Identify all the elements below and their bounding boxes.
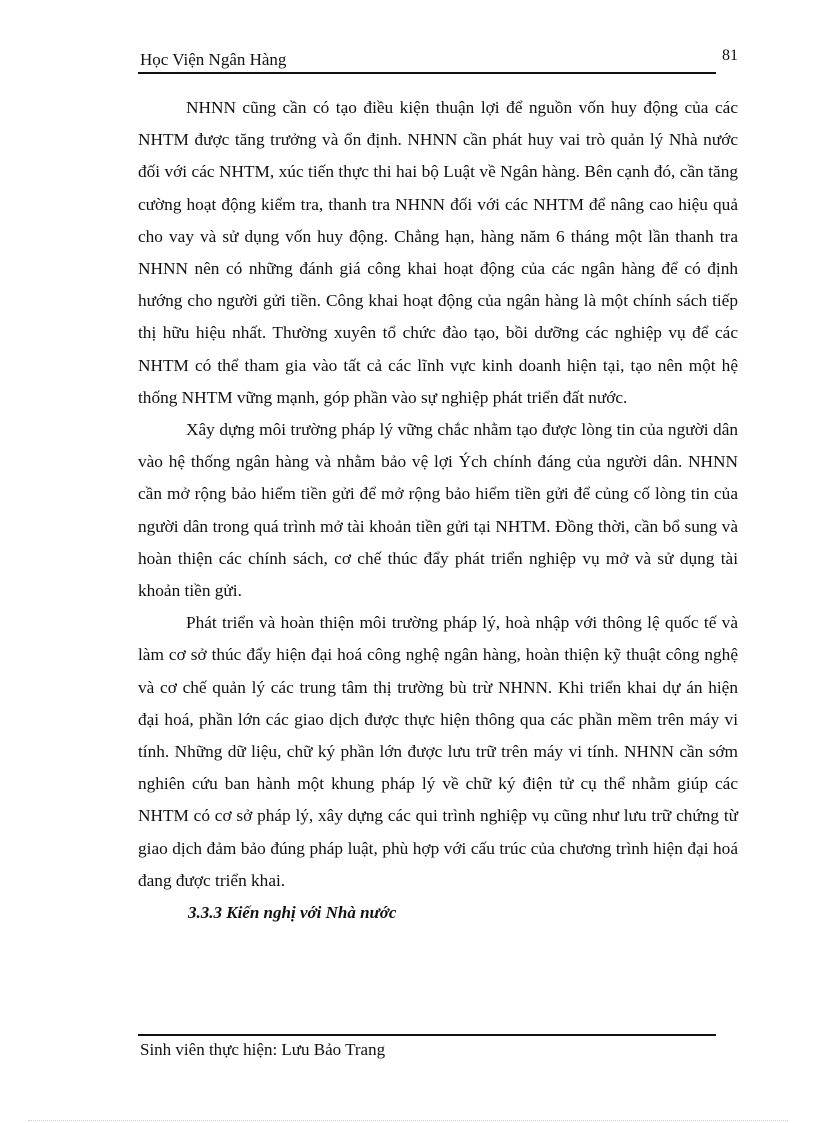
body-paragraph: Xây dựng môi trường pháp lý vững chắc nhằm tạo được lòng tin của người dân vào hệ thống ngân hàng và nhằm bảo vệ lợi Ých chính đáng của người dân. NHNN cần mở rộng bảo hiểm tiền gửi để mở rộng bảo hiểm tiền gửi để củng cố lòng tin của người dân trong quá trình mở tài khoản tiền gửi tại NHTM. Đồng thời, cần bổ sung và hoàn thiện các chính sách, cơ chế thúc đẩy phát triển nghiệp vụ mở và sử dụng tài khoản tiền gửi. xyxy=(138,420,738,601)
document-body xyxy=(138,92,738,929)
page-bottom-border xyxy=(28,1120,788,1121)
page-number: 81 xyxy=(722,47,738,64)
footer-student: Sinh viên thực hiện: Lưu Bảo Trang xyxy=(140,1040,386,1059)
header-school-name: Học Viện Ngân Hàng xyxy=(140,50,287,69)
footer-divider xyxy=(138,1034,716,1036)
body-paragraph: NHNN cũng cần có tạo điều kiện thuận lợi để nguồn vốn huy động của các NHTM được tăng trưởng và ổn định. NHNN cần phát huy vai trò quản lý Nhà nước đối với các NHTM, xúc tiến thực thi hai bộ Luật về Ngân hàng. Bên cạnh đó, cần tăng cường hoạt động kiểm tra, thanh tra NHNN đối với các NHTM để nâng cao hiệu quả cho vay và sử dụng vốn huy động. Chẳng hạn, hàng năm 6 tháng một lần thanh tra NHNN nên có những đánh giá công khai hoạt động của các ngân hàng để có định hướng cho người gửi tiền. Công khai hoạt động của ngân hàng là một chính sách tiếp thị hữu hiệu nhất. Thường xuyên tổ chức đào tạo, bồi dưỡng các nghiệp vụ để các NHTM có thể tham gia vào tất cả các lĩnh vực kinh doanh hiện tại, tạo nên một hệ thống NHTM vững mạnh, góp phần vào sự nghiệp phát triển đất nước. xyxy=(138,98,738,407)
page-header xyxy=(138,47,738,74)
section-heading: 3.3.3 Kiến nghị với Nhà nước xyxy=(188,903,397,923)
body-paragraph: Phát triển và hoàn thiện môi trường pháp lý, hoà nhập với thông lệ quốc tế và làm cơ sở thúc đẩy hiện đại hoá công nghệ ngân hàng, hoàn thiện kỹ thuật công nghệ và cơ chế quản lý các trung tâm thị trường bù trừ NHNN. Khi triển khai dự án hiện đại hoá, phần lớn các giao dịch được thực hiện thông qua các phần mềm trên máy vi tính. Những dữ liệu, chữ ký phần lớn được lưu trữ trên máy vi tính. NHNN cần sớm nghiên cứu ban hành một khung pháp lý về chữ ký điện tử cụ thể nhằm giúp các NHTM có cơ sở pháp lý, xây dựng các qui trình nghiệp vụ cũng như lưu trữ chứng từ giao dịch đảm bảo đúng pháp luật, phù hợp với cấu trúc của chương trình hiện đại hoá đang được triển khai. xyxy=(138,613,738,890)
